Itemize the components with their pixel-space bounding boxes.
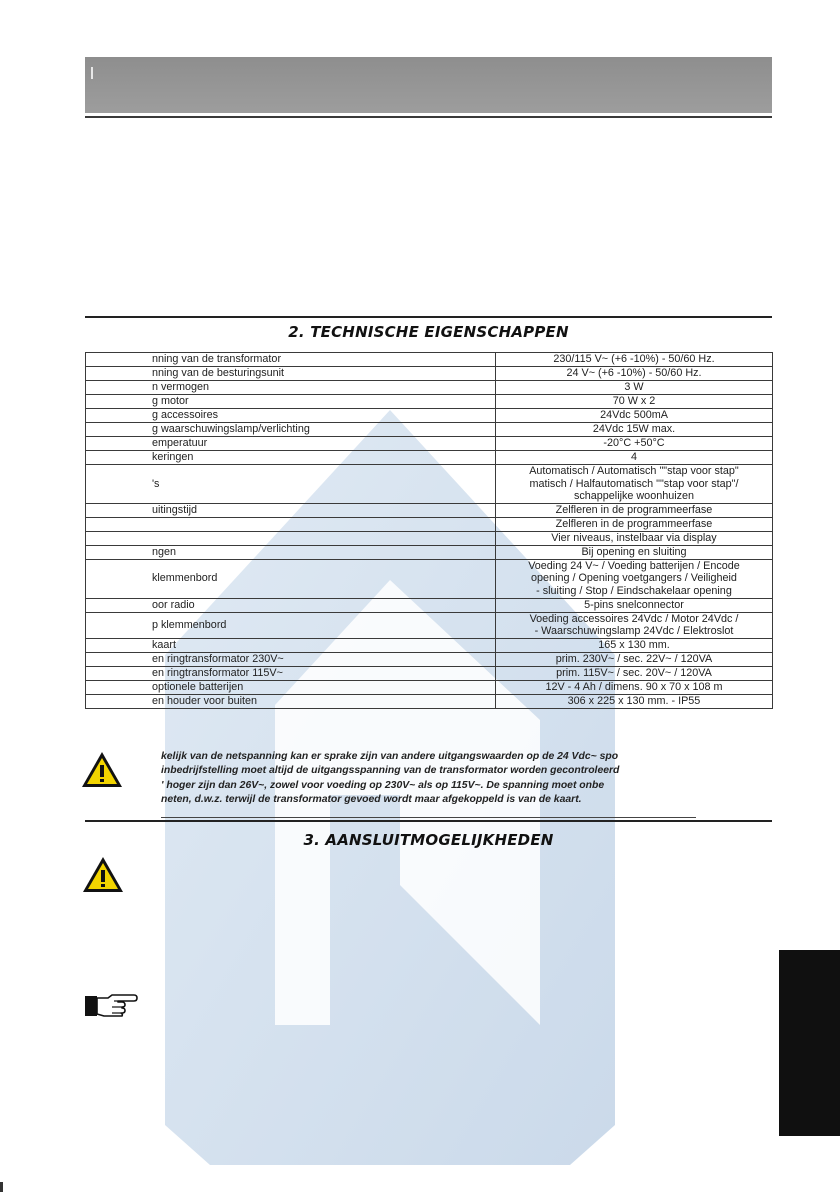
section-3-rule bbox=[85, 820, 772, 822]
spec-row bbox=[86, 531, 773, 545]
warning-underline bbox=[161, 817, 696, 818]
spec-label: optionele batterijen bbox=[86, 680, 496, 694]
spec-value-line: Vier niveaus, instelbaar via display bbox=[551, 531, 717, 544]
spec-value-line: 230/115 V~ (+6 -10%) - 50/60 Hz. bbox=[553, 353, 715, 366]
header-rule bbox=[85, 116, 772, 118]
spec-value-line: 5-pins snelconnector bbox=[584, 598, 684, 611]
spec-label: keringen bbox=[86, 451, 496, 465]
spec-row bbox=[86, 652, 773, 666]
spec-label bbox=[86, 517, 496, 531]
spec-table bbox=[85, 352, 773, 709]
spec-label: 's bbox=[86, 465, 496, 504]
spec-label bbox=[86, 531, 496, 545]
spec-value-line: Zelfleren in de programmeerfase bbox=[555, 503, 713, 516]
spec-value-line: 4 bbox=[630, 451, 637, 464]
section-2-title: 2. TECHNISCHE EIGENSCHAPPEN bbox=[288, 323, 569, 341]
spec-value bbox=[496, 598, 773, 612]
spec-value-line: Bij opening en sluiting bbox=[581, 545, 687, 558]
section-3-title: 3. AANSLUITMOGELIJKHEDEN bbox=[303, 831, 554, 849]
spec-value bbox=[496, 652, 773, 666]
spec-value-line: prim. 115V~ / sec. 20V~ / 120VA bbox=[556, 666, 712, 679]
side-tab bbox=[779, 950, 840, 1136]
spec-row bbox=[86, 367, 773, 381]
spec-value bbox=[496, 680, 773, 694]
header-tick bbox=[91, 67, 93, 79]
warning-line: inbedrijfstelling moet altijd de uitgangsspanning van de transformator worden gecontroleerd bbox=[161, 765, 620, 777]
spec-row bbox=[86, 559, 773, 598]
spec-label: en ringtransformator 230V~ bbox=[86, 652, 496, 666]
spec-value-line: 12V - 4 Ah / dimens. 90 x 70 x 108 m bbox=[545, 680, 723, 693]
spec-value bbox=[496, 437, 773, 451]
spec-value bbox=[496, 545, 773, 559]
spec-label: nning van de besturingsunit bbox=[86, 367, 496, 381]
warning-line: neten, d.w.z. terwijl de transformator gevoed wordt maar afgekoppeld is van de kaart. bbox=[161, 794, 582, 806]
spec-label: g accessoires bbox=[86, 409, 496, 423]
spec-value-line: 24Vdc 500mA bbox=[600, 409, 668, 422]
warning-line: ' hoger zijn dan 26V~, zowel voor voeding op 230V~ als op 115V~. De spanning moet onbe bbox=[161, 779, 605, 791]
spec-value bbox=[496, 531, 773, 545]
spec-value-line: - Waarschuwingslamp 24Vdc / Elektroslot bbox=[534, 625, 734, 638]
warning-line: kelijk van de netspanning kan er sprake zijn van andere uitgangswaarden op de 24 Vdc~ spo bbox=[161, 751, 619, 762]
spec-value bbox=[496, 694, 773, 708]
spec-value bbox=[496, 638, 773, 652]
spec-row bbox=[86, 517, 773, 531]
spec-row bbox=[86, 666, 773, 680]
spec-row bbox=[86, 353, 773, 367]
spec-value bbox=[496, 409, 773, 423]
spec-value bbox=[496, 367, 773, 381]
spec-value bbox=[496, 465, 773, 504]
spec-value bbox=[496, 423, 773, 437]
spec-value bbox=[496, 353, 773, 367]
spec-value-line: matisch / Halfautomatisch ""stap voor stap"/ bbox=[529, 477, 739, 490]
warning-text bbox=[161, 750, 697, 808]
spec-row bbox=[86, 545, 773, 559]
spec-value bbox=[496, 451, 773, 465]
spec-label: en ringtransformator 115V~ bbox=[86, 666, 496, 680]
spec-row bbox=[86, 451, 773, 465]
spec-value bbox=[496, 559, 773, 598]
spec-value-line: prim. 230V~ / sec. 22V~ / 120VA bbox=[555, 652, 713, 665]
spec-row bbox=[86, 395, 773, 409]
spec-value-line: opening / Opening voetgangers / Veiligheid bbox=[531, 572, 737, 585]
warning-triangle-icon bbox=[80, 750, 124, 790]
spec-value-line: 70 W x 2 bbox=[612, 395, 656, 408]
spec-value-line: 3 W bbox=[624, 381, 644, 394]
spec-label: p klemmenbord bbox=[86, 612, 496, 638]
spec-value-line: 24Vdc 15W max. bbox=[592, 423, 676, 436]
spec-label: uitingstijd bbox=[86, 503, 496, 517]
spec-value bbox=[496, 666, 773, 680]
spec-row bbox=[86, 465, 773, 504]
spec-label: g motor bbox=[86, 395, 496, 409]
spec-value-line: 24 V~ (+6 -10%) - 50/60 Hz. bbox=[566, 367, 702, 380]
spec-value bbox=[496, 503, 773, 517]
spec-label: ngen bbox=[86, 545, 496, 559]
spec-value-line: Voeding accessoires 24Vdc / Motor 24Vdc / bbox=[529, 612, 739, 625]
spec-label: emperatuur bbox=[86, 437, 496, 451]
spec-value bbox=[496, 517, 773, 531]
spec-label: nning van de transformator bbox=[86, 353, 496, 367]
spec-row bbox=[86, 423, 773, 437]
spec-label: kaart bbox=[86, 638, 496, 652]
pointing-hand-icon bbox=[84, 992, 138, 1018]
spec-value-line: Voeding 24 V~ / Voeding batterijen / Encode bbox=[528, 559, 740, 572]
spec-label: oor radio bbox=[86, 598, 496, 612]
spec-value bbox=[496, 612, 773, 638]
spec-row bbox=[86, 503, 773, 517]
header-bar bbox=[85, 57, 772, 113]
spec-row bbox=[86, 694, 773, 708]
spec-row bbox=[86, 381, 773, 395]
spec-value-line: Zelfleren in de programmeerfase bbox=[555, 517, 713, 530]
spec-value-line: -20°C +50°C bbox=[603, 437, 665, 450]
spec-label: klemmenbord bbox=[86, 559, 496, 598]
spec-value-line: 306 x 225 x 130 mm. - IP55 bbox=[567, 694, 701, 707]
spec-row bbox=[86, 680, 773, 694]
spec-label: en houder voor buiten bbox=[86, 694, 496, 708]
spec-row bbox=[86, 437, 773, 451]
corner-mark bbox=[0, 1182, 3, 1192]
spec-label: n vermogen bbox=[86, 381, 496, 395]
spec-row bbox=[86, 612, 773, 638]
spec-value-line: Automatisch / Automatisch ""stap voor stap" bbox=[529, 465, 739, 477]
spec-row bbox=[86, 409, 773, 423]
spec-row bbox=[86, 598, 773, 612]
spec-value bbox=[496, 395, 773, 409]
spec-value-line: schappelijke woonhuizen bbox=[573, 490, 695, 503]
spec-label: g waarschuwingslamp/verlichting bbox=[86, 423, 496, 437]
spec-value bbox=[496, 381, 773, 395]
spec-row bbox=[86, 638, 773, 652]
section-2-rule bbox=[85, 316, 772, 318]
spec-value-line: - sluiting / Stop / Eindschakelaar opening bbox=[536, 584, 732, 597]
warning-triangle-icon bbox=[81, 855, 125, 895]
spec-value-line: 165 x 130 mm. bbox=[598, 638, 670, 651]
